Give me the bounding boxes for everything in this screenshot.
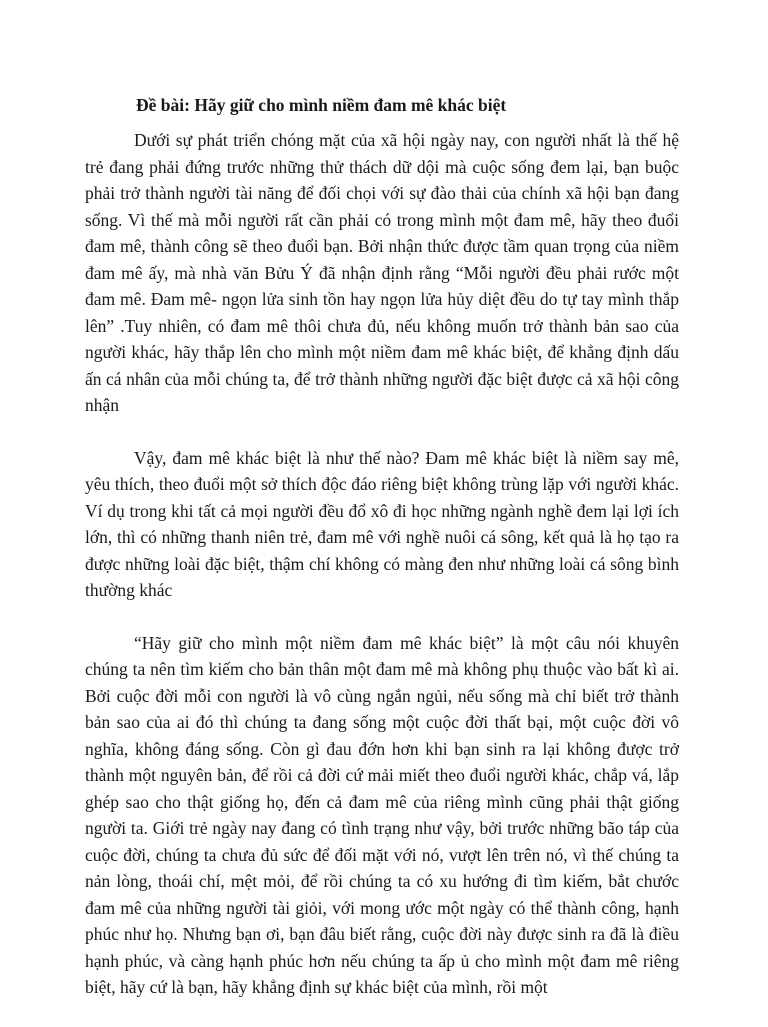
document-body [85,127,679,1027]
document-title: Đề bài: Hãy giữ cho mình niềm đam mê khác biệt [136,95,507,115]
paragraph-definition: Vậy, đam mê khác biệt là như thế nào? Đam mê khác biệt là niềm say mê, yêu thích, theo đuổi một sở thích độc đáo riêng biệt không trùng lặp với người khác. Ví dụ trong khi tất cả mọi người đều đổ xô đi học những ngành nghề đem lại lợi ích lớn, thì có những thanh niên trẻ, đam mê với nghề nuôi cá sông, kết quả là họ tạo ra được những loài đặc biệt, thậm chí không có màng đen như những loài cá sông bình thường khác [85,447,679,600]
paragraph-argument: “Hãy giữ cho mình một niềm đam mê khác biệt” là một câu nói khuyên chúng ta nên tìm kiếm cho bản thân một đam mê mà không phụ thuộc vào bất kì ai. Bởi cuộc đời mỗi con người là vô cùng ngắn ngủi, nếu sống mà chỉ biết trở thành bản sao của ai đó thì chúng ta đang sống một cuộc đời thất bại, một cuộc đời vô nghĩa, không đáng sống. Còn gì đau đớn hơn khi bạn sinh ra lại không được trở thành một nguyên bản, để rồi cả đời cứ mải miết theo đuổi người khác, chắp vá, lắp ghép sao cho thật giống họ, đến cả đam mê của riêng mình cũng phải thật giống người ta. Giới trẻ ngày nay đang có tình trạng như vậy, bởi trước những bão táp của cuộc đời, chúng ta chưa đủ sức để đối mặt với nó, vượt lên trên nó, vì thế chúng ta nản lòng, thoái chí, mệt mỏi, để rồi chúng ta có xu hướng đi tìm kiếm, bắt chước đam mê của những người tài giỏi, với mong ước một ngày có thể thành công, hạnh phúc như họ. Nhưng bạn ơi, bạn đâu biết rằng, cuộc đời này được sinh ra đã là điều hạnh phúc, và càng hạnh phúc hơn nếu chúng ta ấp ủ cho mình một đam mê riêng biệt, hãy cứ là bạn, hãy khẳng định sự khác biệt của mình, rồi một [85,632,679,997]
paragraph-intro: Dưới sự phát triển chóng mặt của xã hội ngày nay, con người nhất là thế hệ trẻ đang phải đứng trước những thử thách dữ dội mà cuộc sống đem lại, bạn buộc phải trở thành người tài năng để đối chọi với sự đào thải của chính xã hội bạn đang sống. Vì thế mà mỗi người rất cần phải có trong mình một đam mê, hãy theo đuổi đam mê, thành công sẽ theo đuổi bạn. Bởi nhận thức được tầm quan trọng của niềm đam mê ấy, mà nhà văn Bửu Ý đã nhận định rằng “Mỗi người đều phải rước một đam mê. Đam mê- ngọn lửa sinh tồn hay ngọn lửa hủy diệt đều do tự tay mình thắp lên” .Tuy nhiên, có đam mê thôi chưa đủ, nếu không muốn trở thành bản sao của người khác, hãy thắp lên cho mình một niềm đam mê khác biệt, để khẳng định dấu ấn cá nhân của mỗi chúng ta, để trở thành những người đặc biệt được cả xã hội công nhận [85,130,679,415]
